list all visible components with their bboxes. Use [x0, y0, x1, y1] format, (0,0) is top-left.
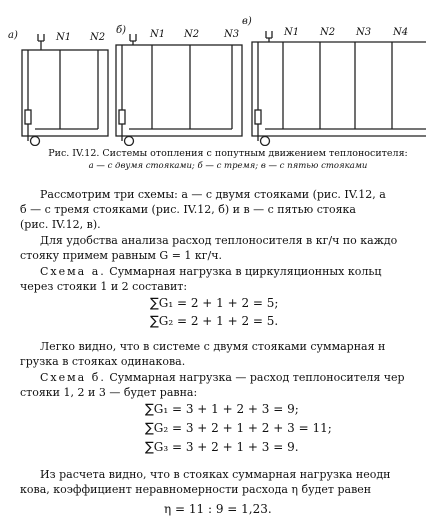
riser-n3-b: N3 [224, 29, 240, 40]
paragraph-3-line-1 [40, 265, 381, 279]
heating-diagram-figure [0, 0, 426, 146]
paragraph-4-line-2: грузка в стояках одинакова. [20, 355, 186, 368]
paragraph-4-line-1: Легко видно, что в системе с двумя стояками суммарная н [40, 340, 386, 353]
riser-n4-c: N4 [393, 27, 409, 38]
label-c: в) [242, 16, 252, 27]
riser-n1-a: N1 [56, 32, 72, 43]
paragraph-6-line-1: Из расчета видно, что в стояках суммарная нагрузка неодн [40, 468, 391, 481]
caption-subtitle: а — с двумя стояками; б — с тремя; в — с пятью стояками [88, 161, 368, 171]
riser-n1-b: N1 [150, 29, 166, 40]
heater-element-b [119, 110, 125, 124]
scheme-b-heading: Схема б. [40, 371, 106, 384]
figure-caption [30, 148, 426, 172]
equation-g2-a: ∑G₂ = 2 + 1 + 2 = 5. [150, 314, 279, 329]
equation-g2-b: ∑G₂ = 3 + 2 + 1 + 2 + 3 = 11; [145, 421, 332, 436]
diagram-b [116, 34, 242, 146]
scheme-a-heading: Схема а. [40, 265, 106, 278]
riser-n2-a: N2 [90, 32, 106, 43]
label-a: a) [8, 30, 18, 41]
paragraph-5-line-1 [40, 371, 405, 385]
paragraph-1-line-1: Рассмотрим три схемы: а — с двумя стояками (рис. IV.12, а [40, 188, 386, 201]
heater-element-a [25, 110, 31, 124]
equation-g1-a: ∑G₁ = 2 + 1 + 2 = 5; [150, 296, 279, 311]
paragraph-2-line-2: стояку примем равным G = 1 кг/ч. [20, 249, 223, 262]
paragraph-1-line-2: б — с тремя стояками (рис. IV.12, б) и в — с пятью стояка [20, 203, 356, 216]
paragraph-3-text: Суммарная нагрузка в циркуляционных кольц [105, 265, 382, 278]
paragraph-1-line-3: (рис. IV.12, в). [20, 218, 101, 231]
caption-title: Рис. IV.12. Системы отопления с попутным движением теплоносителя: [48, 148, 408, 159]
paragraph-5-text: Суммарная нагрузка — расход теплоносителя чер [105, 371, 405, 384]
pump-icon-c [261, 137, 270, 146]
diagram-a [22, 34, 108, 146]
diagram-c [252, 31, 426, 146]
heater-element-c [255, 110, 261, 124]
riser-n2-b: N2 [184, 29, 200, 40]
pump-icon-b [125, 137, 134, 146]
riser-n2-c: N2 [320, 27, 336, 38]
paragraph-2-line-1: Для удобства анализа расход теплоносителя в кг/ч по каждо [40, 234, 398, 247]
equation-g3-b: ∑G₃ = 3 + 2 + 1 + 3 = 9. [145, 440, 299, 455]
equation-eta: η = 11 : 9 = 1,23. [164, 502, 272, 516]
paragraph-6-line-2: кова, коэффициент неравномерности расхода η будет равен [20, 483, 372, 496]
label-b: б) [116, 25, 127, 36]
equation-g1-b: ∑G₁ = 3 + 1 + 2 + 3 = 9; [145, 402, 299, 417]
paragraph-3-line-2: через стояки 1 и 2 составит: [20, 280, 188, 293]
riser-n1-c: N1 [284, 27, 300, 38]
pump-icon-a [31, 137, 40, 146]
riser-n3-c: N3 [356, 27, 372, 38]
paragraph-5-line-2: стояки 1, 2 и 3 — будет равна: [20, 386, 198, 399]
